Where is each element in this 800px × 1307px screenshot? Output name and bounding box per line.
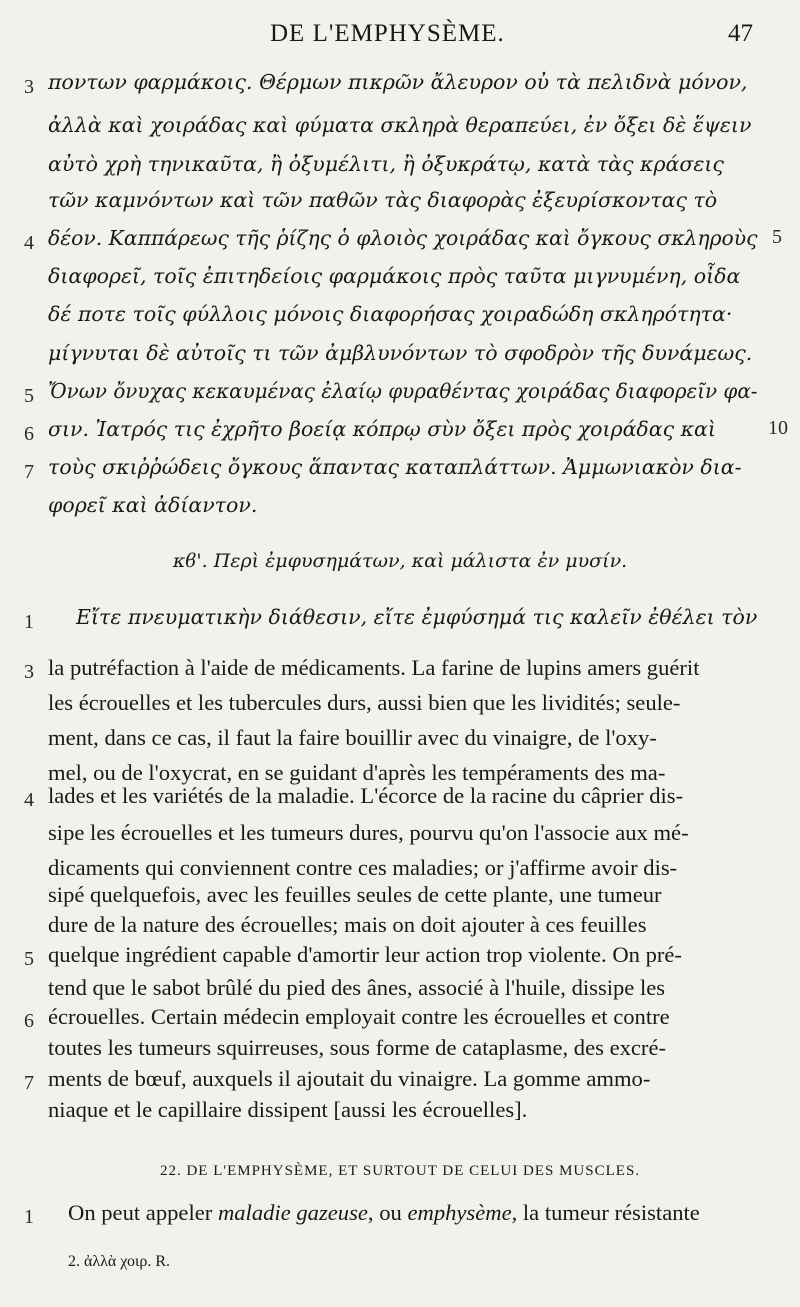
greek-line	[0, 113, 800, 153]
french-line-text: écrouelles. Certain médecin employait contre les écrouelles et contre	[48, 1004, 670, 1029]
greek-line	[0, 264, 800, 304]
greek-line	[0, 226, 800, 266]
line-counter: 10	[768, 417, 788, 439]
greek-line-text: μίγνυται δὲ αὐτοῖς τι τῶν ἀμβλυνόντων τὸ σφοδρὸν τῆς δυνάμεως.	[48, 341, 753, 365]
french-line-text: toutes les tumeurs squirreuses, sous forme de cataplasme, des excré-	[48, 1035, 666, 1060]
french-line	[0, 725, 800, 765]
greek-line-text: φορεῖ καὶ ἀδίαντον.	[48, 493, 258, 517]
greek-line-text: σιν. Ἰατρός τις ἐχρῆτο βοείᾳ κόπρῳ σὺν ὄξει πρὸς χοιράδας καὶ	[48, 417, 716, 441]
french-line-text: mel, ou de l'oxycrat, en se guidant d'après les tempéraments des ma-	[48, 760, 666, 785]
french-line	[0, 655, 800, 695]
footnote: 2. ἀλλὰ χοιρ. R.	[68, 1253, 170, 1270]
line-counter: 5	[772, 226, 782, 248]
french-line	[0, 783, 800, 823]
section-number: 5	[24, 948, 34, 970]
greek-line	[0, 455, 800, 495]
section-number: 7	[24, 1072, 34, 1094]
emphasis-text: emphysème,	[407, 1200, 518, 1225]
french-line	[0, 1097, 800, 1137]
french-line-text: dure de la nature des écrouelles; mais on doit ajouter à ces feuilles	[48, 912, 647, 937]
emphasis-text: maladie gazeuse	[217, 1200, 368, 1225]
french-line	[0, 1200, 800, 1240]
page-header	[0, 20, 800, 52]
french-line-text: quelque ingrédient capable d'amortir leur action trop violente. On pré-	[48, 942, 682, 967]
greek-line	[0, 605, 800, 645]
section-number: 1	[24, 1206, 34, 1228]
french-line-text: les écrouelles et les tubercules durs, aussi bien que les lividités; seule-	[48, 690, 681, 715]
french-line-text: dicaments qui conviennent contre ces maladies; or j'affirme avoir dis-	[48, 855, 678, 880]
greek-line-text: Εἴτε πνευματικὴν διάθεσιν, εἴτε ἐμφύσημά τις καλεῖν ἐθέλει τὸν	[76, 605, 758, 629]
running-title: DE L'EMPHYSÈME.	[270, 20, 505, 47]
text-run: , ou	[367, 1200, 408, 1225]
greek-line-text: ποντων φαρμάκοις. Θέρμων πικρῶν ἄλευρον οὐ τὰ πελιδνὰ μόνον,	[48, 70, 748, 94]
french-line	[0, 690, 800, 730]
greek-line	[0, 417, 800, 457]
french-section-heading: 22. DE L'EMPHYSÈME, ET SURTOUT DE CELUI DES MUSCLES.	[159, 1163, 641, 1179]
french-line-text	[68, 1200, 700, 1226]
greek-line	[0, 70, 800, 110]
section-number: 6	[24, 423, 34, 445]
french-line-text: la putréfaction à l'aide de médicaments. La farine de lupins amers guérit	[48, 655, 700, 680]
section-number: 3	[24, 76, 34, 98]
greek-line-text: ἀλλὰ καὶ χοιράδας καὶ φύματα σκληρὰ θεραπεύει, ἐν ὄξει δὲ ἕψειν	[48, 113, 752, 137]
greek-line	[0, 493, 800, 533]
section-number: 7	[24, 461, 34, 483]
section-number: 3	[24, 661, 34, 683]
text-run: la tumeur résistante	[517, 1200, 700, 1225]
greek-line	[0, 379, 800, 419]
french-line-text: niaque et le capillaire dissipent [aussi les écrouelles].	[48, 1097, 528, 1122]
french-line-text: sipe les écrouelles et les tumeurs dures, pourvu qu'on l'associe aux mé-	[48, 820, 689, 845]
greek-line-text: δέ ποτε τοῖς φύλλοις μόνοις διαφορήσας χοιραδώδη σκληρότητα·	[48, 302, 733, 326]
greek-line	[0, 302, 800, 342]
french-line-text: ments de bœuf, auxquels il ajoutait du vinaigre. La gomme ammo-	[48, 1066, 651, 1091]
section-number: 5	[24, 385, 34, 407]
greek-line-text: αὐτὸ χρὴ τηνικαῦτα, ἢ ὀξυμέλιτι, ἢ ὀξυκράτῳ, κατὰ τὰς κράσεις	[48, 152, 724, 176]
french-line-text: ment, dans ce cas, il faut la faire bouillir avec du vinaigre, de l'oxy-	[48, 725, 657, 750]
greek-line	[0, 152, 800, 192]
greek-line-text: διαφορεῖ, τοῖς ἐπιτηδείοις φαρμάκοις πρὸς ταῦτα μιγνυμένη, οἶδα	[48, 264, 741, 288]
french-line-text: tend que le sabot brûlé du pied des ânes, associé à l'huile, dissipe les	[48, 975, 666, 1000]
french-line	[0, 820, 800, 860]
section-number: 1	[24, 611, 34, 633]
greek-line	[0, 188, 800, 228]
greek-line-text: δέον. Καππάρεως τῆς ῥίζης ὁ φλοιὸς χοιράδας καὶ ὄγκους σκληροὺς	[48, 226, 758, 250]
section-number: 4	[24, 789, 34, 811]
greek-line	[0, 341, 800, 381]
french-line-text: sipé quelquefois, avec les feuilles seules de cette plante, une tumeur	[48, 882, 662, 907]
greek-section-heading: κϐ'. Περὶ ἐμφυσημάτων, καὶ μάλιστα ἐν μυσίν.	[172, 550, 628, 572]
greek-line-text: Ὄνων ὄνυχας κεκαυμένας ἐλαίῳ φυραθέντας χοιράδας διαφορεῖν φα-	[48, 379, 758, 403]
greek-line-text: τοὺς σκιῤῥώδεις ὄγκους ἅπαντας καταπλάττων. Ἀμμωνιακὸν δια-	[48, 455, 742, 479]
page-number: 47	[728, 20, 753, 47]
french-line-text: lades et les variétés de la maladie. L'écorce de la racine du câprier dis-	[48, 783, 684, 808]
text-run: On peut appeler	[68, 1200, 218, 1225]
section-number: 6	[24, 1010, 34, 1032]
section-number: 4	[24, 232, 34, 254]
greek-line-text: τῶν καμνόντων καὶ τῶν παθῶν τὰς διαφορὰς ἐξευρίσκοντας τὸ	[48, 188, 718, 212]
